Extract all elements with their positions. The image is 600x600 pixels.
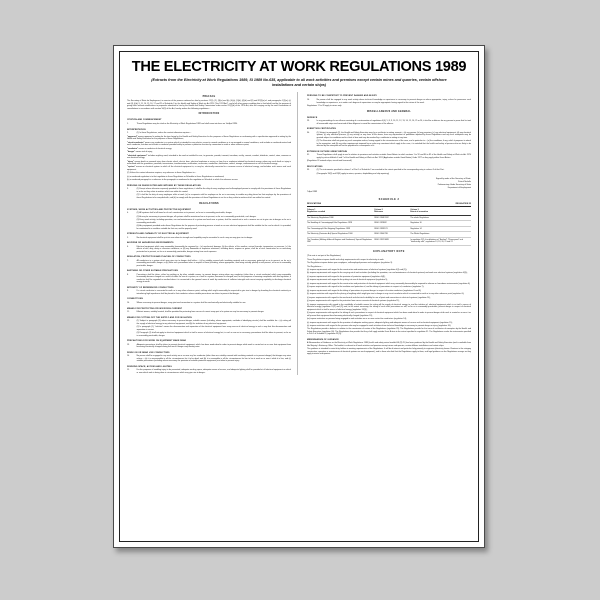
table-cell: The whole Regulations bbox=[410, 215, 471, 221]
memorandum-body bbox=[307, 342, 471, 355]
item-text: (1) Except where otherwise expressly provided in these regulations, it shall be the duty of every employer and self-employed person to comply with the provisions of these Regulations in so far as they relate to matters which are within his control. bbox=[136, 188, 291, 193]
item-number: 10. bbox=[127, 302, 130, 305]
numbered-item bbox=[127, 216, 291, 218]
table-row bbox=[307, 237, 471, 245]
explanatory-item: (j) impose requirements with regard to the protection from excess currents of electrical systems (regulation 11); bbox=[307, 300, 400, 303]
numbered-item bbox=[127, 302, 291, 304]
explanatory-intro: (This note is not part of the Regulations.) bbox=[307, 255, 342, 258]
explanatory-item: (k) impose requirements with regard to the availability of suitable means for cutting off the supply of electrical energy to, and the isolation of, electrical equipment which is or itself a source of electrical energy (regulation 12(1) and (2)) and, to the extent necessary, the taking of such other precautions as will, so far as is reasonably practicable, prevent danger in respect of electrical equipment which is itself a source of electrical energy (regulation 12(3)); bbox=[307, 303, 471, 311]
definition-item: "danger" means risk of injury; bbox=[127, 151, 153, 154]
definition-item: "electrical equipment" includes anything used, intended to be used or installed for use, to generate, provide, transmit, transform, rectify, convert, conduct, distribute, control, store, measure or use electrical energy; bbox=[127, 154, 291, 160]
numbered-item bbox=[307, 154, 471, 159]
table-cell: SR&O 1952/1689 bbox=[374, 237, 410, 245]
item-text: (2) In paragraph (1), "isolation" means the disconnection and separation of the electrical equipment from every source of electrical energy in such a way that this disconnection and separation is secure. bbox=[136, 326, 291, 331]
numbered-item bbox=[307, 173, 471, 175]
numbered-item bbox=[127, 132, 291, 134]
item-number bbox=[307, 173, 314, 175]
numbered-item bbox=[127, 123, 291, 125]
explanatory-item: (g) impose requirements with regard to the taking of precautions to prevent danger in respect of certain conductors (regulations 8 and 9); bbox=[307, 289, 422, 292]
explanatory-item: (e) impose requirements with regard to the construction and protection of electrical equipment which may reasonably foreseeably be exposed to adverse or hazardous environments (regulation 6); bbox=[307, 282, 471, 285]
definition-term: "conductor" bbox=[127, 147, 139, 150]
definition-term: "electrical equipment" bbox=[127, 154, 148, 157]
definition-item: "system" means an electrical system in which all the electrical equipment is, or may be, electrically connected to a common source of electrical energy, and includes such source and such equipment. bbox=[127, 166, 291, 171]
regulations-heading: REGULATIONS bbox=[199, 202, 219, 205]
memorandum-paragraph: The guidance is intended to assist duty holders in meeting requirements of the Regulations. It will be of interest and particular help primarily to engineers (electricity known Charterer in the category construction, operation or maintenance of electrical systems on work equipment), and to those who find that the Regulations apply to them, and legal guidance on the Regulations arrange as they apply to mines and quarries. bbox=[307, 348, 471, 356]
item-number: 5. bbox=[127, 236, 129, 239]
item-number bbox=[127, 194, 134, 199]
definition-item: "circuit conductor" means any conductor in a system which is intended to carry electric current in normal conditions or is so arranged in normal conditions, and includes a combined neutral and earth conductor, but does not include a conductor provided solely to perform a protective function by connection to earth or other reference point; bbox=[127, 141, 291, 147]
numbered-item bbox=[127, 237, 291, 239]
numbered-item bbox=[127, 274, 291, 284]
signature-line: Parliamentary Under Secretary of State bbox=[437, 183, 471, 186]
sub-item: (2) Unless the context otherwise requires, any reference in these Regulations to— bbox=[127, 172, 197, 175]
item-text: (Paragraphs 33(2) and 33(3) apply to mines, quarries, shipbuilding and ship repairing) bbox=[316, 172, 389, 175]
item-number: 31. bbox=[307, 154, 310, 157]
item-text: Where necessary to prevent danger, every joint and connection in a system shall be mechanically and electrically suitable for use. bbox=[136, 302, 246, 305]
numbered-item bbox=[127, 225, 291, 230]
regulations-poster bbox=[113, 45, 485, 548]
definition-term: "approved" bbox=[127, 135, 138, 138]
section-heading: MISCELLANEOUS AND GENERAL bbox=[366, 110, 412, 113]
section-heading: CITATION AND COMMENCEMENT bbox=[127, 119, 162, 122]
item-number bbox=[127, 326, 134, 331]
table-header-cell: Column 3 Extent of revocation bbox=[410, 208, 471, 215]
item-number: 14. bbox=[127, 355, 130, 358]
section-heading: SYSTEMS, WORK ACTIVITIES AND PROTECTIVE EQUIPMENT bbox=[127, 208, 191, 211]
definition-item: "conductor" means a conductor of electrical energy; bbox=[127, 147, 172, 150]
table-header-cell: Column 2 Reference bbox=[374, 208, 410, 215]
item-number: 7. bbox=[127, 259, 129, 262]
item-number: 6. bbox=[127, 245, 129, 248]
schedule-title: SCHEDULE 2 bbox=[378, 197, 400, 201]
item-number bbox=[127, 216, 134, 218]
explanatory-note-body bbox=[307, 255, 471, 336]
item-text: Electrical equipment which may reasonably foreseeably be exposed to— (a) mechanical damage; (b) the effects of the weather, natural hazards, temperature or pressure; (c) the effects of wet, dirty, dusty or corrosive conditions; or (d) any flammable or explosive substance, including dusts, vapours or gases, shall be of such construction or as necessary protected as to prevent, so far as is reasonably practicable, danger arising from such exposure. bbox=[136, 245, 291, 253]
item-number bbox=[127, 332, 134, 337]
explanatory-item: (l) impose requirements with regard to the taking of such precautions in respect of electrical equipment which has been made dead in order to prevent danger while work is carried on or near it as will prevent that equipment from becoming electrically charged (regulation 13); bbox=[307, 312, 471, 317]
section-heading: DEFENCE bbox=[307, 116, 318, 119]
table-cell: Regulation 14 bbox=[410, 226, 471, 232]
item-text: These Regulations may be cited as the Electricity at Work Regulations 1989 and shall come into force on 1st April 1990. bbox=[136, 123, 238, 126]
explanatory-item: (o) impose restrictions with regard to the persons who may be engaged in work activities where technical knowledge is necessary to prevent danger or injury (regulation 16). bbox=[307, 324, 451, 327]
right-sections bbox=[307, 95, 471, 175]
section-heading: EARTHING OR OTHER SUITABLE PRECAUTIONS bbox=[127, 270, 178, 273]
left-column bbox=[127, 92, 298, 375]
revocations-table bbox=[307, 208, 471, 246]
explanatory-item: (m) impose restriction on persons being engaged in work activities on or so near certain live conductors (regulation 14); bbox=[307, 318, 407, 321]
item-text: Efficient means, suitably located, shall be provided for protecting from excess of current every part of a system as may be necessary to prevent danger. bbox=[136, 311, 265, 314]
explanatory-after: The Regulations provide a defence in relation to the commission of certain of the Regulations (regulation 29). The Regulations provide for the issue of certificates of exemption by the Health and Safety Executive (regulation 30). The Regulations also provide that they shall apply outside Great Britain to the extent specified in regulation 31. The Regulations revoke the instruments specified in Part 1 of Schedule 2 (regulation 33(1)). bbox=[307, 328, 471, 336]
table-cell: In regulation 2(2), the definitions of "Earthed", "Flame-proof" and "Intrinsically safe"; regulations 13, 19, 20, 21 and 22 bbox=[410, 237, 471, 245]
explanatory-item: (f) impose requirements with regard to the insulation and protection of, and the taking of precautions in respect of, conductors (regulation 7); bbox=[307, 286, 424, 289]
signature-line: Patrick Nicholls bbox=[457, 180, 471, 183]
item-text: If a circuit conductor is connected to earth or to any other reference point, nothing which might reasonably be expected to give rise to danger by breaking the electrical continuity or introducing high impedance shall be placed in that conductor unless suitable precautions are taken to prevent that danger. bbox=[136, 290, 291, 295]
item-number: 30. bbox=[307, 131, 310, 134]
numbered-item bbox=[127, 344, 291, 349]
left-regulations bbox=[127, 209, 291, 375]
item-number: 4. bbox=[127, 212, 129, 215]
item-number: 8. bbox=[127, 273, 129, 276]
item-text: (1) The instruments specified in column 1 of Part 1 of Schedule 2 are revoked to the extent specified in the corresponding entry in column 3 of that Part. bbox=[316, 169, 445, 172]
item-text: Precautions shall be taken, either by earthing or by other suitable means, to prevent danger arising when any conductor (other than a circuit conductor) which may reasonably foreseeably become charged as a result of either the use of a system, or a fault in a system, becomes so charged; and, for the purposes of ensuring compliance with this regulation, a conductor shall be regarded as earthed when it is connected to the general mass of earth by conductors of sufficient strength and current carrying capability to discharge electrical energy to earth. bbox=[136, 273, 291, 284]
numbered-item bbox=[127, 246, 291, 253]
item-text: No electrical equipment shall be put into use where its strength and capability may be exceeded in such a way as may give rise to danger. bbox=[136, 236, 253, 239]
item-number bbox=[307, 140, 314, 147]
sub-item: (a) a numbered regulation is to that regulation in these Regulations or Schedule in these Regulations so numbered; bbox=[127, 175, 225, 178]
explanatory-note-title: EXPLANATORY NOTE bbox=[373, 250, 405, 254]
item-number: 12. bbox=[127, 320, 130, 323]
table-header-cell: Column 1 Regulations revoked bbox=[307, 208, 374, 215]
numbered-item bbox=[127, 355, 291, 362]
item-number: 33. bbox=[307, 169, 310, 172]
numbered-item bbox=[127, 212, 291, 214]
section-heading: PERSONS ON WHOM DUTIES ARE IMPOSED BY THESE REGULATIONS bbox=[127, 184, 201, 187]
numbered-item bbox=[127, 332, 291, 337]
section-note: Regulations 17 to 28 apply to mines only. bbox=[307, 105, 342, 108]
item-text: (1) In these Regulations, unless the context otherwise requires— bbox=[136, 132, 192, 135]
explanatory-item: (d) impose requirements with regard to the putting into use of electrical equipment (regulation 5); bbox=[307, 279, 388, 282]
item-number: 29. bbox=[307, 120, 310, 123]
numbered-item bbox=[127, 290, 291, 295]
numbered-item bbox=[127, 326, 291, 331]
section-heading: WORK ON OR NEAR LIVE CONDUCTORS bbox=[127, 351, 170, 354]
item-number: 2. bbox=[127, 132, 129, 135]
table-cell: SR&O 1944/739 bbox=[374, 232, 410, 238]
table-body bbox=[307, 215, 471, 245]
page-title: THE ELECTRICITY AT WORK REGULATIONS 1989 bbox=[131, 59, 467, 75]
numbered-item bbox=[127, 311, 291, 313]
explanatory-item: (a) impose requirements with regard to the construction and maintenance of electrical systems (regulation 4(1) and (2)); bbox=[307, 269, 407, 272]
item-text: (2) As may be necessary to prevent danger, all systems shall be maintained so as to prevent, so far as is reasonably practicable, such danger. bbox=[136, 215, 257, 218]
section-note: (Regulation 32 extends ships, aircraft and hovercraft) bbox=[307, 160, 352, 163]
poster-inner-frame bbox=[119, 51, 479, 542]
numbered-item bbox=[127, 194, 291, 199]
item-text: (2) The Executive shall not grant any such exemption unless, having regard to the circumstances of the case, and in particular to— (a) the conditions, if any, which it proposes to attach to the exemption; and (b) any other requirements imposed by or under any enactment which apply to the case, it is satisfied that the health and safety of persons who are likely to be affected by the exemption will not be prejudiced in consequence of it. bbox=[316, 140, 471, 148]
item-text: (1) Subject to paragraph (2), the Health and Safety Executive may, by a certificate in writing, exempt— (a) any person; (b) any premises; (c) any electrical equipment; (d) any electrical system; (e) any electrical process; (f) any activity, or any class of the above, from any requirement or prohibition imposed by these Regulations and any such exemption may be granted subject to conditions and to a limit of time and may be revoked by a certificate in writing at any time. bbox=[316, 131, 471, 139]
item-text: All conductors in a system which may give rise to danger shall either— (a) be suitably covered with insulating material and as necessary protected so as to prevent, so far as is reasonably practicable, danger; or (b) have such precautions taken in respect of them (including, where appropriate, their being suitably placed) as will prevent, so far as is reasonably practicable, danger. bbox=[136, 259, 291, 267]
section-heading: INSULATION, PROTECTION AND PLACING OF CONDUCTORS bbox=[127, 256, 191, 259]
item-text: (1) All systems shall at all times be of such construction as to prevent, so far as is reasonably practicable, danger. bbox=[136, 212, 233, 215]
definition-term: "injury" bbox=[127, 160, 134, 163]
section-heading: CONNECTIONS bbox=[127, 298, 143, 301]
numbered-item bbox=[307, 132, 471, 139]
table-cell: The Electricity (Factories Act) Special Regulations 1944 bbox=[307, 232, 374, 238]
section-heading: EXEMPTION CERTIFICATES bbox=[307, 128, 336, 131]
item-text: (3) Paragraph (1) shall not apply to electrical equipment which is itself a source of electrical energy but, in such a case as is necessary, precautions shall be taken to prevent, so far as is reasonably practicable, danger. bbox=[136, 332, 291, 337]
section-heading: INTEGRITY OF REFERENCED CONDUCTORS bbox=[127, 286, 174, 289]
numbered-item bbox=[307, 140, 471, 147]
schedule-subheader bbox=[307, 203, 471, 207]
table-cell: The Cinematograph Film Stripping Regulations 1939 bbox=[307, 226, 374, 232]
item-text: (3) Every work activity, including operation, use and maintenance of a system and work near a system, shall be carried out in such a manner as not to give rise to danger so far as is reasonably practicable. bbox=[136, 219, 291, 224]
section-heading: ADVERSE OR HAZARDOUS ENVIRONMENTS bbox=[127, 242, 174, 245]
explanatory-item: (n) impose requirements with regard to the provision of adequate working space, adequate lighting and adequate means of access and to electrical equipment (regulation 15); bbox=[307, 321, 453, 324]
section-heading: STRENGTH AND CAPABILITY OF ELECTRICAL EQUIPMENT bbox=[127, 233, 189, 236]
item-number: 11. bbox=[127, 311, 130, 314]
definition-term: "danger" bbox=[127, 151, 136, 154]
explanatory-item: (i) impose requirements with regard to the mechanical and electrical suitability for use of joints and connections in electrical systems (regulation 10); bbox=[307, 296, 431, 299]
table-cell: The Whole Regulations bbox=[410, 232, 471, 238]
table-cell: The Foundries (Melting of Aircraft Engines and Gearboxes) Special Regulations 1967 bbox=[307, 237, 374, 245]
item-number: 9. bbox=[127, 290, 129, 293]
table-cell: SR&O 1928/82 bbox=[374, 221, 410, 227]
definition-item: "approved" means approved in writing for the time being by the Health and Safety Executive for the purposes of these Regulations or conforming with a specification approved in writing by the Health and Safety Executive for the purposes of these Regulations; bbox=[127, 135, 291, 141]
item-text: No person shall be engaged in any work activity on or so near any live conductor (other than one suitably covered with insulating material as to prevent danger) that danger may arise unless— (a) it is unreasonable in all the circumstances for it to be dead; and (b) it is reasonable in all the circumstances for him to be at work on or near it while it is live; and (c) suitable precautions (including where necessary the provision of suitable protective equipment) are taken to prevent injury. bbox=[136, 355, 291, 363]
item-text: (1) Subject to paragraph (3), where necessary to prevent danger, suitable means (including, where appropriate, methods of identifying circuits) shall be available for— (a) cutting off the supply of electrical energy to any electrical equipment; and (b) the isolation of any electrical equipment. bbox=[136, 320, 291, 325]
item-text: These Regulations shall apply to and in relation to premises and activities outside Great Britain to which sections 1 to 59 and 80 to 82 of the Health and Safety at Work etc Act 1974 apply by virtue of Article 6 and 7 of the Health and Safety at Work etc Act 1974 (Application outside Great Britain) Order 1977 as they apply within Great Britain. bbox=[316, 154, 471, 159]
numbered-item bbox=[127, 219, 291, 224]
numbered-item bbox=[127, 188, 291, 193]
section-heading: MEANS FOR CUTTING OFF THE SUPPLY AND FOR ISOLATION bbox=[127, 316, 192, 319]
table-cell: The Electricity Regulations 1908 bbox=[307, 215, 374, 221]
section-heading: REVOCATIONS bbox=[307, 165, 323, 168]
item-text: In any proceedings for an offence consisting of a contravention of regulations 4(4), 5, 8, 9, 10, 11, 12, 13, 14, 15, 16, 25 or 26, it shall be a defence for any person to prove that he took all reasonable steps and exercised all due diligence to avoid the commission of the offence. bbox=[316, 120, 471, 125]
numbered-item bbox=[307, 169, 471, 171]
item-text: (2) It shall be the duty of every employee while at work: (a) to co-operate with his employer so far as is necessary to enable any duty placed on that employer by the provisions of these Regulations to be complied with; and (b) to comply with the provisions of these Regulations in so far as they relate to matters which are within his control. bbox=[136, 194, 291, 199]
item-text: Adequate precautions shall be taken to prevent electrical equipment, which has been made dead in order to prevent danger while work is carried out on or near that equipment from becoming electrically charged during that work if danger may thereby arise. bbox=[136, 343, 291, 349]
numbered-item bbox=[127, 260, 291, 267]
introduction-heading: INTRODUCTION bbox=[198, 113, 220, 116]
signature-block bbox=[307, 178, 471, 190]
item-text: For the purposes of enabling injury to be prevented, adequate working space, adequate means of access, and adequate lighting shall be provided at all electrical equipment on which or near which work is being done in circumstances which may give rise to danger. bbox=[136, 369, 291, 374]
right-column bbox=[307, 92, 471, 356]
section-heading: MEANS FOR PROTECTING FROM EXCESS CURRENT bbox=[127, 307, 183, 310]
memorandum-heading: MEMORANDUM OF GUIDANCE bbox=[307, 338, 339, 341]
definition-term: "system" bbox=[127, 166, 136, 169]
left-sections bbox=[127, 119, 291, 199]
memorandum-paragraph: A Memorandum of Guidance on the Electricity at Work Regulations 1989 (health and safety series booklet HS (R) 25) has been produced by the Health and Safety Executive (and is available from Her Majesty's Stationery Office. The booklet is relevant to all work activities and premises except mines and quarries, certain offshore installations and certain ships. bbox=[307, 342, 471, 347]
preface-heading: PREFACE bbox=[202, 95, 216, 98]
signature-date: 7 April 1989 bbox=[307, 191, 318, 194]
definition-item: "injury" means death or personal injury from electric shock, electric burn, electrical explosion or arcing, or from fire or explosion initiated by electrical energy, where any such death or injury is associated with the generation, provision, transmission, transformation, rectification, conversion, conduction, distribution, control, storage, measurement or use of electrical energy; bbox=[127, 160, 291, 165]
two-column-body bbox=[127, 92, 471, 530]
item-number: 15. bbox=[127, 369, 130, 372]
preface-text: The Secretary of State for Employment, in exercise of the powers conferred on him by sections 15(1), (2), (3)(a) and (b), (4)(a), (5)(b), (6)(b) and (9) and 82(3)(a) of, and paragraphs 1(1)(a), (c) and (4), 6(b), 9, 11, 14, 15, 16, 17 and 21 of Schedule 3 to, the Health and Safety at Work etc Act 1974 ("the 1974 Act"), and of all other powers enabling him in that behalf and for the purpose of giving effect without modifications to proposals submitted to him by the Health and Safety Commission under section 11(2)(d) of the 1974 Act, after the carrying out by the said Commission of consultations in accordance with section 50(3) of the Act, hereby makes the following regulations— bbox=[127, 100, 291, 110]
table-cell: SR&O 1908/1312 bbox=[374, 215, 410, 221]
explanatory-item: (c) impose requirements with regard to the provision of protective equipment (regulation 4(4)); bbox=[307, 275, 386, 278]
item-number bbox=[127, 225, 134, 230]
page-subtitle: (Extracts from the Electricity at Work Regulations 1989, SI 1989 No.635, applicable to all work activities and premises except certain mines and quarries, certain offshore installations and certain ships) bbox=[151, 77, 447, 88]
numbered-item bbox=[127, 369, 291, 374]
item-number: 1. bbox=[127, 123, 129, 126]
numbered-item bbox=[307, 99, 471, 104]
item-number bbox=[127, 219, 134, 224]
sub-item: (b) a numbered paragraph is a reference to the paragraph so numbered in the regulation or Schedule in which the reference occurs. bbox=[127, 179, 239, 182]
section-heading: PERSONS TO BE COMPETENT TO PREVENT DANGER AND INJURY bbox=[307, 95, 377, 98]
table-header-row bbox=[307, 208, 471, 215]
table-cell: Regulation 10 bbox=[410, 221, 471, 227]
numbered-item bbox=[307, 120, 471, 125]
explanatory-item: (h) impose restriction with regard to the placing of anything which might give rise to danger in any circuit conductor which is connected to earth or to any other reference point (regulation 9); bbox=[307, 293, 465, 296]
section-heading: EXTENSION OUTSIDE GREAT BRITAIN bbox=[307, 150, 348, 153]
section-heading: INTERPRETATION bbox=[127, 128, 146, 131]
section-heading: WORKING SPACE, ACCESS AND LIGHTING bbox=[127, 365, 172, 368]
section-heading: PRECAUTIONS FOR WORK ON EQUIPMENT MADE DEAD bbox=[127, 340, 187, 343]
explanatory-item: (b) impose requirements with regard to the carrying out of work activities (including the operation, use and maintenance of electrical systems) and work near electrical systems (regulation 4(3)); bbox=[307, 272, 468, 275]
item-text: (4) Any equipment provided under these Regulations for the purpose of protecting persons at work on or near electrical equipment shall be suitable for the use for which it is provided, be maintained in a condition suitable for that use, and be properly used. bbox=[136, 225, 291, 230]
table-cell: The Handling of Cinematograph Film Regulations 1928 bbox=[307, 221, 374, 227]
schedule-right-label: REGULATION 33 bbox=[455, 203, 471, 206]
item-number: 3. bbox=[127, 188, 129, 191]
explanatory-intro: The Regulations impose duties upon employers, self-employed persons and employees (regulation 3). bbox=[307, 262, 393, 265]
numbered-item bbox=[127, 320, 291, 325]
definition-term: "circuit conductor" bbox=[127, 141, 145, 144]
explanatory-intro: The Regulations— bbox=[307, 265, 323, 268]
item-number: 16. bbox=[307, 99, 310, 102]
signature-line: Signed by order of the Secretary of State. bbox=[435, 177, 471, 180]
item-text: No person shall be engaged in any work activity where technical knowledge or experience is necessary to prevent danger or where appropriate, injury, unless he possesses such knowledge or experience, or is under such degree of supervision as may be appropriate having regard to the nature of the work. bbox=[316, 99, 471, 104]
schedule-left-label: REVOCATIONS bbox=[307, 203, 322, 206]
explanatory-intro: These Regulations impose health and safety requirements with respect to electricity at work. bbox=[307, 258, 385, 261]
item-number: 13. bbox=[127, 343, 130, 346]
table-cell: SR&O 1939/571 bbox=[374, 226, 410, 232]
signature-line: Department of Employment bbox=[447, 186, 471, 189]
